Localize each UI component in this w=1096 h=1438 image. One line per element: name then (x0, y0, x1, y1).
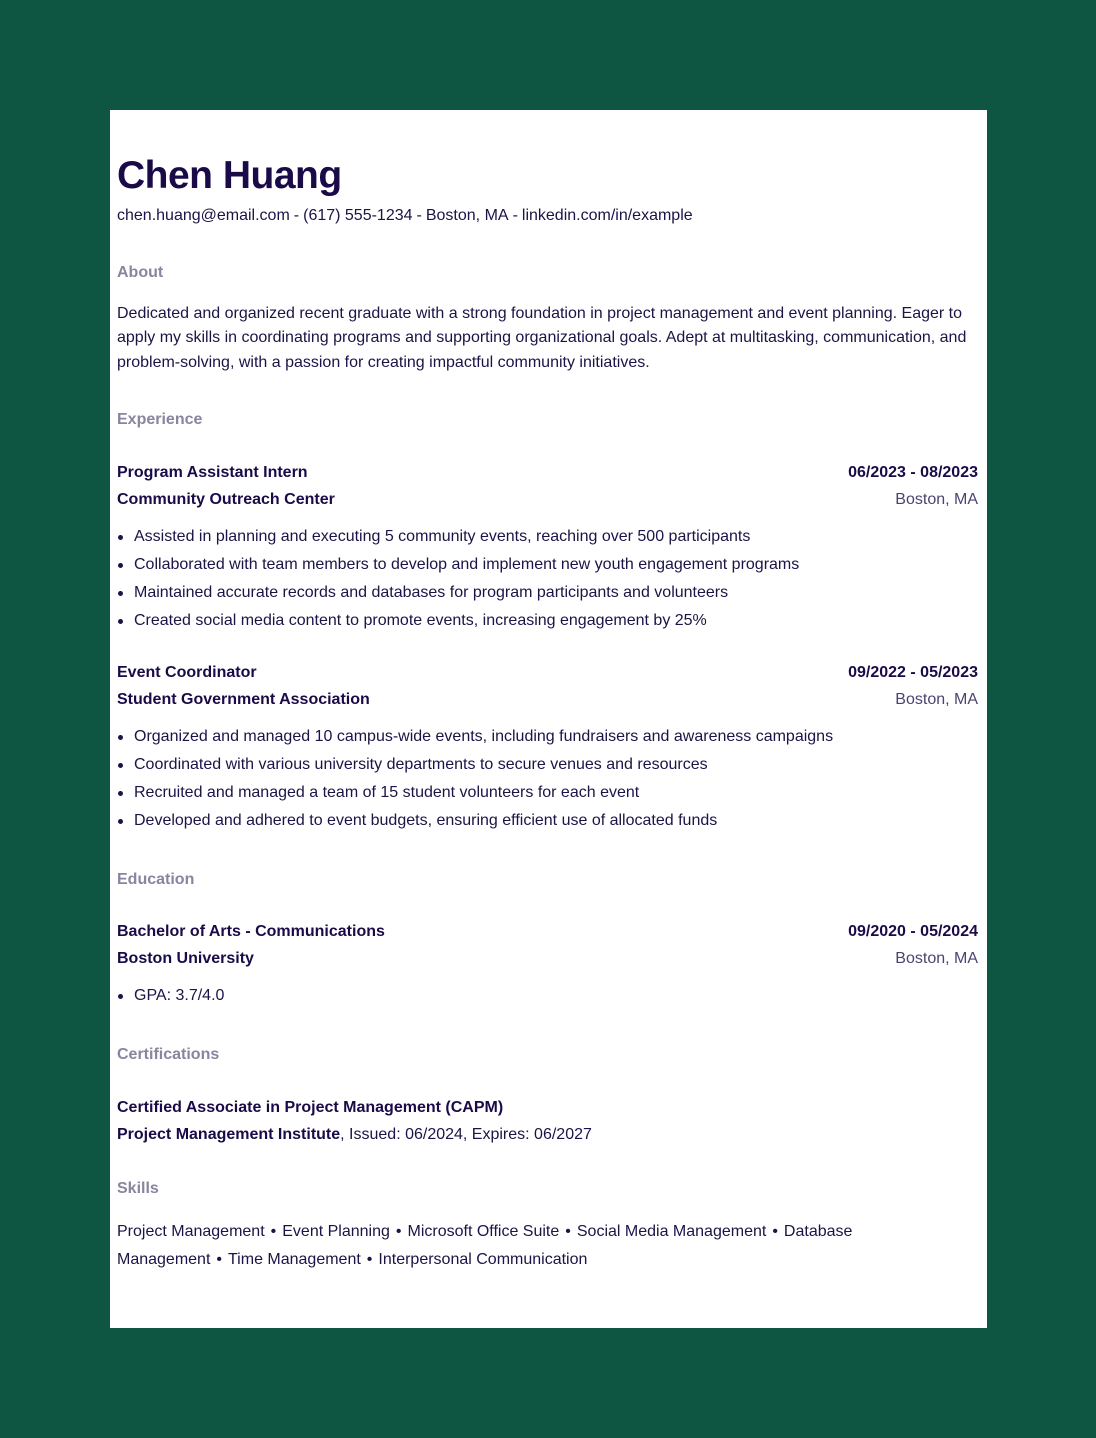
contact-line (117, 205, 978, 227)
education-section-title: Education (117, 870, 195, 888)
contact-location: Boston, MA (425, 206, 509, 224)
list-item: Recruited and managed a team of 15 student volunteers for each event (117, 779, 978, 807)
certification-detail (117, 1121, 978, 1148)
list-item: Created social media content to promote events, increasing engagement by 25% (117, 607, 978, 635)
bullet-icon (118, 563, 123, 568)
list-item: Assisted in planning and executing 5 community events, reaching over 500 participants (117, 523, 978, 551)
job-dates: 06/2023 - 08/2023 (848, 463, 978, 481)
skill-separator: • (270, 1222, 277, 1240)
contact-separator: - (416, 206, 422, 224)
contact-phone: (617) 555-1234 (303, 206, 413, 224)
bullet-icon (118, 591, 123, 596)
list-item: Organized and managed 10 campus-wide events, including fundraisers and awareness campaigns (117, 723, 978, 751)
resume-page (110, 110, 987, 1328)
candidate-name: Chen Huang (117, 154, 342, 197)
list-item: GPA: 3.7/4.0 (117, 982, 978, 1010)
certification-dates: , Issued: 06/2024, Expires: 06/2027 (340, 1126, 592, 1144)
list-item: Developed and adhered to event budgets, ensuring efficient use of allocated funds (117, 807, 978, 835)
job-title: Program Assistant Intern (117, 463, 308, 481)
skill-separator: • (395, 1222, 402, 1240)
contact-separator: - (512, 206, 518, 224)
skill-separator: • (772, 1222, 778, 1240)
list-item: Collaborated with team members to develop and implement new youth engagement programs (117, 551, 978, 579)
bullet-icon (118, 819, 123, 824)
job-title: Event Coordinator (117, 663, 257, 681)
education-entry (117, 918, 978, 1010)
job-location: Boston, MA (895, 690, 978, 708)
certification-institution: Project Management Institute (117, 1126, 341, 1144)
school-location: Boston, MA (895, 949, 978, 967)
bullet-icon (118, 619, 123, 624)
contact-email: chen.huang@email.com (117, 206, 290, 224)
bullet-icon (118, 735, 123, 740)
school: Boston University (117, 949, 254, 967)
skill-item: Social Media Management (576, 1222, 767, 1240)
list-item: Coordinated with various university departments to secure venues and resources (117, 751, 978, 779)
skill-item: Event Planning (282, 1222, 390, 1240)
employer: Student Government Association (117, 690, 370, 708)
bullet-icon (118, 535, 123, 540)
education-bullets (117, 982, 978, 1010)
list-item: Maintained accurate records and databases for program participants and volunteers (117, 579, 978, 607)
certifications-section-title: Certifications (117, 1045, 220, 1063)
contact-linkedin: linkedin.com/in/example (521, 206, 693, 224)
employer: Community Outreach Center (117, 490, 335, 508)
experience-entry (117, 659, 978, 835)
job-bullets (117, 523, 978, 635)
skill-item: Database Management (117, 1222, 853, 1268)
degree: Bachelor of Arts - Communications (117, 922, 385, 940)
skill-separator: • (216, 1250, 222, 1268)
skill-item: Microsoft Office Suite (407, 1222, 560, 1240)
skill-item: Interpersonal Communication (378, 1250, 588, 1268)
about-summary: Dedicated and organized recent graduate with a strong foundation in project management and event planning. Eager to apply my skills in coordinating programs and supporting organizational goals. Adept at multitasking, communication, and problem-solving, with a passion for creating impactful community initiatives. (117, 304, 967, 371)
skills-section-title: Skills (117, 1180, 159, 1198)
bullet-icon (118, 994, 123, 999)
job-dates: 09/2022 - 05/2023 (848, 663, 978, 681)
bullet-icon (118, 791, 123, 796)
bullet-icon (118, 763, 123, 768)
certification-name: Certified Associate in Project Management (CAPM) (117, 1099, 504, 1117)
experience-entry (117, 459, 978, 635)
education-dates: 09/2020 - 05/2024 (848, 922, 978, 940)
experience-section-title: Experience (117, 411, 203, 429)
skill-separator: • (565, 1222, 571, 1240)
skill-item: Project Management (117, 1222, 265, 1240)
contact-separator: - (293, 206, 300, 224)
about-section-title: About (117, 264, 164, 282)
skills-list (117, 1218, 978, 1274)
job-bullets (117, 723, 978, 835)
skill-separator: • (366, 1250, 373, 1268)
job-location: Boston, MA (895, 490, 978, 508)
skill-item: Time Management (228, 1250, 361, 1268)
